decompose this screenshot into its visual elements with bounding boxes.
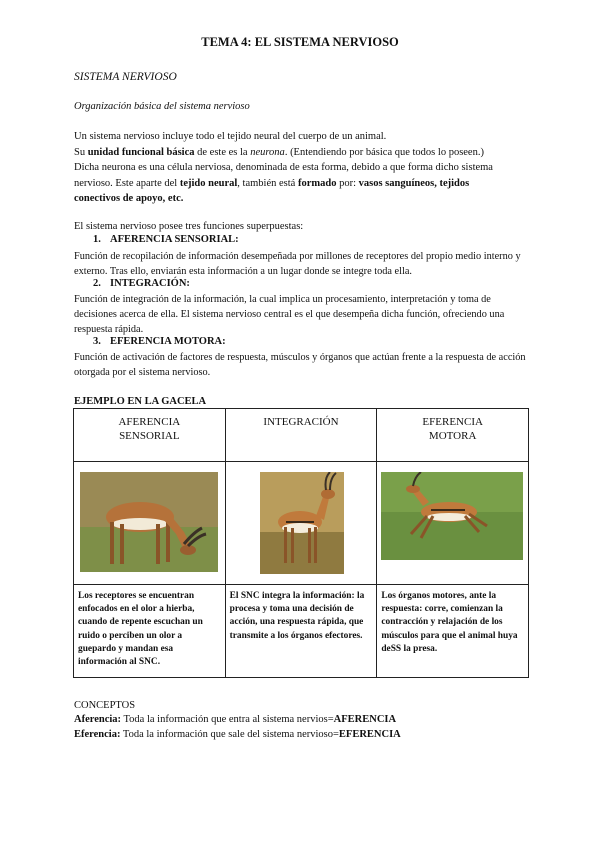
gazelle-standing-image — [260, 472, 344, 574]
example-table — [73, 408, 529, 678]
concept-item: Aferencia: Toda la información que entra al sistema nervios=AFERENCIA — [74, 714, 397, 725]
image-cell — [377, 462, 529, 585]
column-header-efferent: EFERENCIA MOTORA — [377, 409, 529, 462]
column-header-afferent: AFERENCIA SENSORIAL — [74, 409, 226, 462]
intro-line: nervioso. Este aparte del tejido neural, también está formado por: vasos sanguíneos, tejidos — [74, 177, 470, 189]
function-1-text: Función de recopilación de información desempeñada por millones de receptores del propio medio interno y externo. Tras ello, enviarán esta información a un lugar donde se integre toda ella. — [74, 251, 521, 277]
column-description: El SNC integra la información: la procesa y toma una decisión de acción, una respuesta rápida, que transmite a los órganos efectores. — [225, 585, 377, 678]
concepts-heading: CONCEPTOS — [74, 700, 136, 711]
column-header-integration: INTEGRACIÓN — [225, 409, 377, 462]
intro-line: Un sistema nervioso incluye todo el tejido neural del cuerpo de un animal. — [74, 131, 387, 142]
function-3-heading: 3. EFERENCIA MOTORA: — [93, 336, 226, 347]
function-1-heading: 1. AFERENCIA SENSORIAL: — [93, 234, 239, 245]
concept-item: Eferencia: Toda la información que sale del sistema nervioso=EFERENCIA — [74, 729, 401, 740]
function-2-heading: 2. INTEGRACIÓN: — [93, 278, 190, 289]
intro-line: conectivos de apoyo, etc. — [74, 193, 184, 204]
intro-line: Dicha neurona es una célula nerviosa, denominada de esta forma, debido a que forma dicho sistema — [74, 162, 493, 173]
image-cell — [225, 462, 377, 585]
page-title: TEMA 4: EL SISTEMA NERVIOSO — [201, 35, 399, 49]
column-description: Los receptores se encuentran enfocados en el olor a hierba, cuando de repente escuchan un ruido o perciben un olor a guepardo y mandan esa información al SNC. — [74, 585, 226, 678]
gazelle-grazing-image — [80, 472, 218, 572]
subsection-heading: Organización básica del sistema nervioso — [74, 101, 250, 112]
function-3-text: Función de activación de factores de respuesta, músculos y órganos que actúan frente a la respuesta de acción otorgada por el sistema nervioso. — [74, 352, 526, 378]
functions-intro: El sistema nervioso posee tres funciones superpuestas: — [74, 221, 304, 232]
function-2-text: Función de integración de la información, la cual implica un procesamiento, interpretación y toma de decisiones acerca de ella. El sistema nervioso central es el que desempeña dicha función, ofreciendo una respuesta rápida. — [74, 294, 505, 335]
intro-paragraph — [74, 129, 534, 207]
column-description: Los órganos motores, ante la respuesta: corre, comienzan la contracción y relajación de los músculos para que el animal huya deSS la presa. — [377, 585, 529, 678]
example-title: EJEMPLO EN LA GACELA — [74, 396, 207, 407]
image-cell — [74, 462, 226, 585]
intro-line: Su unidad funcional básica de este es la neurona. (Entendiendo por básica que todos lo poseen.) — [74, 146, 484, 158]
gazelle-running-image — [381, 472, 523, 560]
section-heading: SISTEMA NERVIOSO — [74, 71, 177, 83]
